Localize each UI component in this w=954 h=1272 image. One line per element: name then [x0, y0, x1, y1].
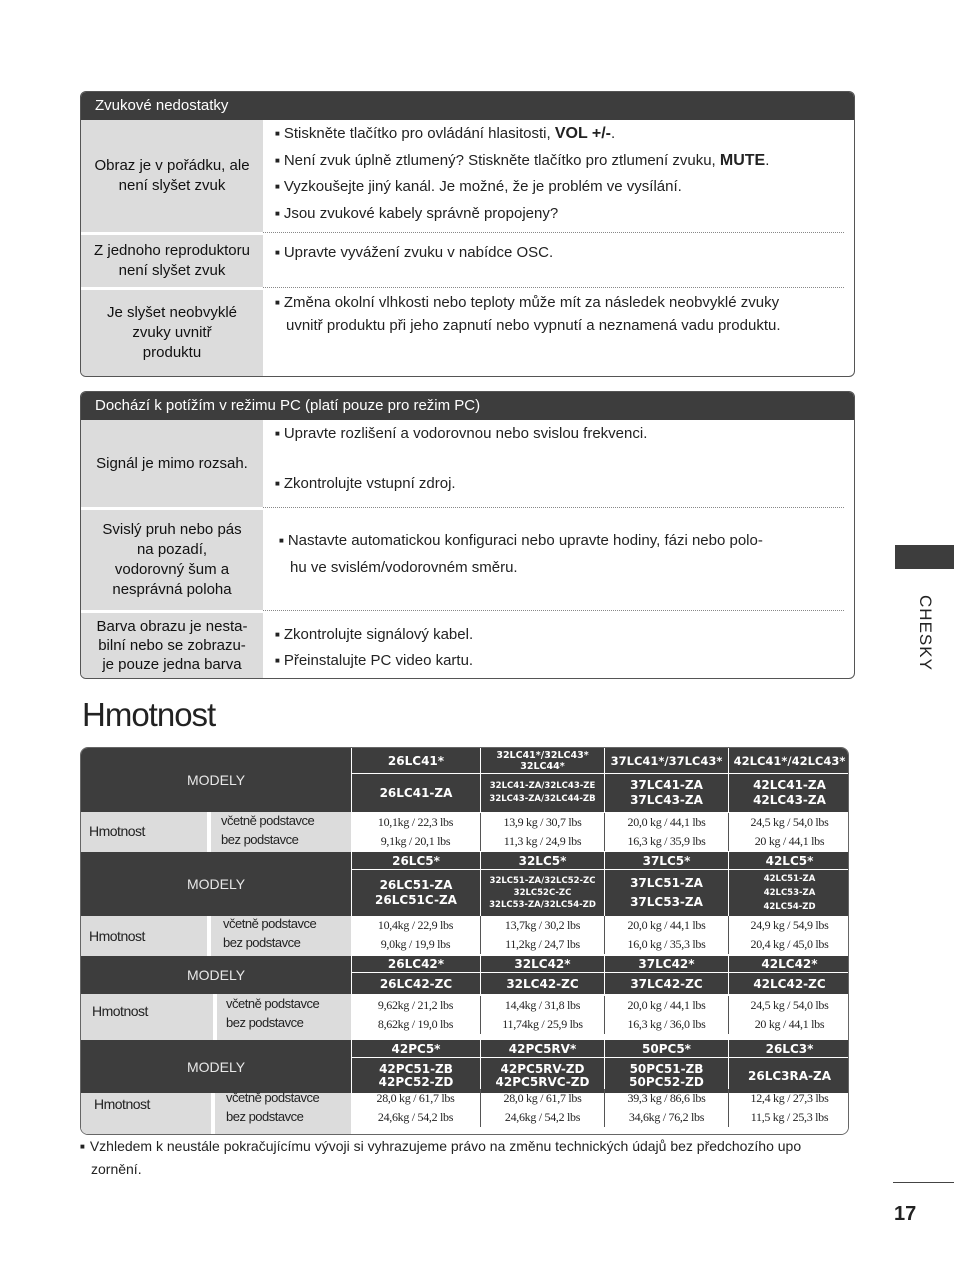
model-label: MODELY [186, 876, 246, 892]
model-header-row [81, 748, 848, 812]
with-stand-label: včetně podstavce [223, 916, 317, 931]
model-series: 32LC42* [481, 956, 604, 973]
weight-value: 20,0 kg / 44,1 lbs 16,3 kg / 36,0 lbs [604, 996, 728, 1034]
weight-value: 13,7kg / 30,2 lbs 11,2kg / 24,7 lbs [480, 916, 604, 954]
model-series: 32LC5* [481, 852, 604, 870]
model-code: 37LC41-ZA 37LC43-ZA [630, 778, 703, 807]
weight-heading: Hmotnost [82, 696, 216, 733]
model-series: 42PC5RV* [481, 1040, 604, 1058]
with-stand-label: včetně podstavce [226, 1090, 320, 1105]
sound-row-no-sound [81, 120, 854, 232]
model-cell [604, 1040, 728, 1093]
weight-row [81, 994, 848, 1040]
weight-value: 10,1kg / 22,3 lbs 9,1kg / 20,1 lbs [377, 815, 454, 848]
fix-item: ■ Stiskněte tlačítko pro ovládání hlasitosti, VOL +/-. [275, 122, 834, 149]
model-header-row [81, 956, 848, 994]
sound-issue-no-sound: Obraz je v pořádku, ale není slyšet zvuk [81, 120, 263, 232]
with-stand-label: včetně podstavce [226, 996, 320, 1011]
sound-row-one-speaker [81, 232, 854, 287]
fix-item: ■ Zkontrolujte vstupní zdroj. [275, 472, 834, 497]
sound-issue-one-speaker: Z jednoho reproduktoru není slyšet zvuk [81, 232, 263, 287]
pc-issue-noise-bar: Svislý pruh nebo pás na pozadí, vodorovný šum a nesprávná poloha [81, 507, 263, 610]
fix-item: ■ Upravte vyvážení zvuku v nabídce OSC. [275, 241, 834, 266]
without-stand-label: bez podstavce [226, 1109, 304, 1124]
model-code: 26LC3RA-ZA [748, 1068, 831, 1083]
model-series: 26LC3* [729, 1040, 849, 1058]
model-code: 42PC5RV-ZD 42PC5RVC-ZD [495, 1061, 590, 1089]
sound-troubleshooting-table [80, 91, 855, 377]
weight-value: 20,0 kg / 44,1 lbs 16,0 kg / 35,3 lbs [604, 916, 728, 954]
fix-item: ■ Jsou zvukové kabely správně propojeny? [275, 202, 834, 229]
with-stand-label: včetně podstavce [221, 813, 315, 828]
weight-row [81, 812, 848, 852]
model-cell [728, 956, 849, 994]
weight-value: 24,5 kg / 54,0 lbs 20 kg / 44,1 lbs [728, 813, 849, 851]
weight-value: 12,4 kg / 27,3 lbs 11,5 kg / 25,3 lbs [728, 1089, 849, 1127]
weight-label: Hmotnost [94, 1096, 150, 1112]
model-cell [351, 956, 480, 994]
weight-value: 13,9 kg / 30,7 lbs 11,3 kg / 24,9 lbs [480, 813, 604, 851]
model-label: MODELY [186, 772, 246, 788]
weight-value: 20,0 kg / 44,1 lbs 16,3 kg / 35,9 lbs [604, 813, 728, 851]
pc-row-color [81, 610, 854, 678]
model-cell [604, 852, 728, 916]
pc-fix-color [263, 610, 844, 678]
model-cell [480, 956, 604, 994]
fix-item: ■ Změna okolní vlhkosti nebo teploty může mít za následek neobvyklé zvuky uvnitř produktu při jeho zapnutí nebo vypnutí a neznamená vadu produktu. [275, 292, 804, 336]
model-series: 32LC41*/32LC43* 32LC44* [481, 748, 604, 774]
fix-item: ■ Vyzkoušejte jiný kanál. Je možné, že je problém ve vysílání. [275, 175, 834, 202]
note-line-continued: zornění. [91, 1161, 142, 1177]
pc-issue-color: Barva obrazu je nesta- bilní nebo se zobrazu- je pouze jedna barva [81, 610, 263, 678]
model-cell [351, 748, 480, 812]
weight-value: 10,4kg / 22,9 lbs 9,0kg / 19,9 lbs [377, 918, 454, 951]
sound-fix-one-speaker [263, 232, 844, 287]
model-series: 37LC42* [605, 956, 728, 973]
model-cell [728, 852, 849, 916]
footer-divider [893, 1182, 954, 1183]
model-code: 42PC51-ZB 42PC52-ZD [378, 1061, 454, 1089]
model-cell [480, 1040, 604, 1093]
model-code: 32LC42-ZC [506, 976, 579, 991]
model-code: 32LC51-ZA/32LC52-ZC 32LC52C-ZC 32LC53-ZA/32LC54-ZD [489, 876, 596, 910]
pc-table-title: Dochází k potížím v režimu PC (platí pouze pro režim PC) [81, 392, 854, 420]
model-label: MODELY [186, 967, 246, 983]
pc-fix-out-of-range [263, 420, 844, 507]
model-cell [480, 852, 604, 916]
pc-issue-out-of-range: Signál je mimo rozsah. [81, 420, 263, 507]
model-series: 26LC42* [352, 956, 480, 973]
weight-value: 24,9 kg / 54,9 lbs 20,4 kg / 45,0 lbs [728, 916, 849, 954]
pc-troubleshooting-table [80, 391, 855, 679]
sound-fix-no-sound [263, 120, 844, 232]
model-cell [728, 1040, 849, 1093]
weight-value: 28,0 kg / 61,7 lbs 24,6kg / 54,2 lbs [480, 1089, 604, 1127]
model-cell [480, 748, 604, 812]
language-tab [895, 545, 954, 569]
model-series: 42LC5* [729, 852, 849, 870]
model-code: 37LC42-ZC [630, 976, 703, 991]
specification-note [80, 1136, 820, 1180]
model-cell [728, 748, 849, 812]
model-code: 26LC51-ZA 26LC51C-ZA [375, 878, 457, 907]
model-series: 50PC5* [605, 1040, 728, 1058]
fix-item: ■ Není zvuk úplně ztlumený? Stiskněte tlačítko pro ztlumení zvuku, MUTE. [275, 149, 834, 176]
model-series: 42LC41*/42LC43* [729, 748, 849, 774]
pc-fix-noise-bar [263, 507, 844, 610]
model-code: 26LC41-ZA [379, 786, 453, 800]
weight-label: Hmotnost [92, 1003, 148, 1019]
model-series: 42LC42* [729, 956, 849, 973]
model-series: 42PC5* [352, 1040, 480, 1058]
weight-value: 28,0 kg / 61,7 lbs 24,6kg / 54,2 lbs [376, 1091, 455, 1124]
model-label: MODELY [186, 1058, 246, 1075]
sound-fix-noise [263, 287, 844, 376]
page-number: 17 [894, 1203, 917, 1225]
weight-label: Hmotnost [89, 928, 145, 944]
model-cell [604, 748, 728, 812]
without-stand-label: bez podstavce [221, 832, 299, 847]
pc-row-noise-bar [81, 507, 854, 610]
model-header-row [81, 1040, 848, 1093]
model-series: 26LC41* [352, 748, 480, 774]
weight-label: Hmotnost [89, 823, 145, 839]
model-code: 50PC51-ZB 50PC52-ZD [629, 1061, 704, 1089]
sound-row-noise [81, 287, 854, 376]
fix-item: ■ Upravte rozlišení a vodorovnou nebo svislou frekvenci. [275, 422, 834, 447]
pc-row-out-of-range [81, 420, 854, 507]
model-series: 37LC41*/37LC43* [605, 748, 728, 774]
model-header-row [81, 852, 848, 916]
weight-value: 39,3 kg / 86,6 lbs 34,6kg / 76,2 lbs [604, 1089, 728, 1127]
weight-value: 24,5 kg / 54,0 lbs 20 kg / 44,1 lbs [728, 996, 849, 1034]
note-line: ■ Vzhledem k neustále pokračujícímu vývoji si vyhrazujeme právo na změnu technických údajů bez předchozího upo [80, 1138, 801, 1154]
model-code: 26LC42-ZC [379, 976, 453, 991]
fix-item: ■ Nastavte automatickou konfiguraci nebo upravte hodiny, fázi nebo polo- [279, 528, 834, 555]
without-stand-label: bez podstavce [226, 1015, 304, 1030]
model-series: 26LC5* [352, 852, 480, 870]
model-code: 42LC41-ZA 42LC43-ZA [753, 778, 826, 807]
sound-table-title: Zvukové nedostatky [81, 92, 854, 120]
model-cell [351, 852, 480, 916]
weight-row [81, 916, 848, 956]
language-label: CHESKY [916, 595, 935, 671]
fix-item: ■ Zkontrolujte signálový kabel. [275, 623, 834, 649]
model-cell [604, 956, 728, 994]
model-code: 42LC42-ZC [753, 976, 826, 991]
sound-issue-noise: Je slyšet neobvyklé zvuky uvnitř produktu [81, 287, 263, 376]
model-code: 32LC41-ZA/32LC43-ZE 32LC43-ZA/32LC44-ZB [489, 781, 596, 804]
without-stand-label: bez podstavce [223, 935, 301, 950]
fix-item-continued: hu ve svislém/vodorovném směru. [290, 559, 518, 576]
fix-item: ■ Přeinstalujte PC video kartu. [275, 649, 834, 675]
weight-value: 9,62kg / 21,2 lbs 8,62kg / 19,0 lbs [377, 998, 454, 1031]
model-cell [351, 1040, 480, 1093]
model-series: 37LC5* [605, 852, 728, 870]
weight-value: 14,4kg / 31,8 lbs 11,74kg / 25,9 lbs [480, 996, 604, 1034]
model-code: 37LC51-ZA 37LC53-ZA [630, 876, 703, 909]
weight-row [81, 1090, 848, 1135]
weight-table [80, 747, 849, 1135]
model-code: 42LC51-ZA 42LC53-ZA 42LC54-ZD [763, 874, 816, 912]
